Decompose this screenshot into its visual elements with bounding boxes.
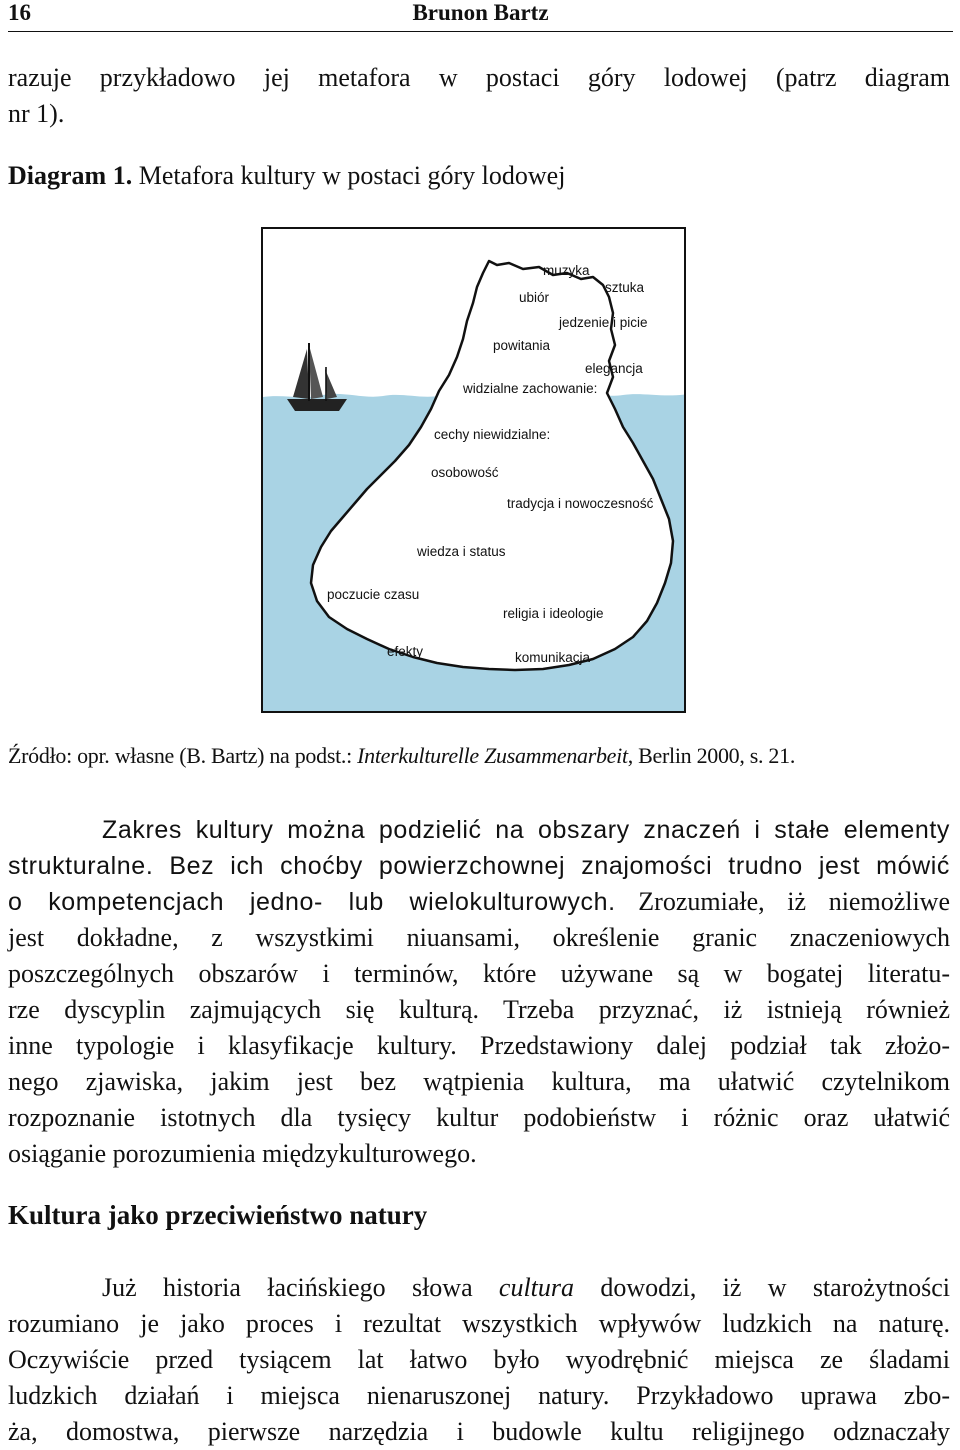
text-line: rozpoznanie istotnych dla tysięcy kultur podobieństw i różnic oraz ułatwić xyxy=(8,1103,950,1132)
source-prefix: Źródło: opr. własne (B. Bartz) na podst.: xyxy=(8,743,358,768)
diagram-label: efekty xyxy=(387,644,424,659)
section-heading: Kultura jako przeciwieństwo natury xyxy=(8,1200,428,1230)
text-line: rze dyscyplin zajmujących się kulturą. Trzeba przyznać, iż istnieją również xyxy=(8,995,950,1024)
diagram-label: powitania xyxy=(493,338,551,353)
text-line: Oczywiście przed tysiącem lat łatwo było wyodrębnić miejsca ze śladami xyxy=(8,1345,950,1374)
paragraph-2 xyxy=(8,1270,950,1450)
text-line: poszczególnych obszarów i terminów, które używane są w bogatej literatu- xyxy=(8,959,950,988)
iceberg-diagram xyxy=(261,227,686,713)
text-line: o kompetencjach jedno- lub wielokulturowych. Zrozumiałe, iż niemożliwe xyxy=(8,887,950,916)
diagram-caption xyxy=(8,161,565,191)
caption-text: Metafora kultury w postaci góry lodowej xyxy=(132,161,566,190)
text-line: ludzkich działań i miejsca nienaruszonej natury. Przykładowo uprawa zbo- xyxy=(8,1381,950,1410)
text-line: Zakres kultury można podzielić na obszary znaczeń i stałe elementy xyxy=(102,816,950,844)
diagram-label: elegancja xyxy=(585,361,643,376)
text-line: rozumiano je jako proces i rezultat wszystkich wpływów ludzkich na naturę. xyxy=(8,1309,950,1338)
text-line: Już historia łacińskiego słowa cultura dowodzi, iż w starożytności xyxy=(102,1273,950,1302)
text-line: jest dokładne, z wszystkimi niuansami, określenie granic znaczeniowych xyxy=(8,923,950,952)
diagram-label: religia i ideologie xyxy=(503,606,604,621)
intro-paragraph xyxy=(8,60,950,132)
diagram-label: osobowość xyxy=(431,465,499,480)
text-line: inne typologie i klasyfikacje kultury. Przedstawiony dalej podział tak złożo- xyxy=(8,1031,950,1060)
paragraph-1 xyxy=(8,812,950,1172)
sailboat-icon xyxy=(287,343,347,411)
running-header xyxy=(8,0,953,32)
text-line: nr 1). xyxy=(8,99,65,128)
source-title: Interkulturelle Zusammenarbeit xyxy=(357,743,628,768)
caption-label: Diagram 1. xyxy=(8,161,133,190)
text-line: razuje przykładowo jej metafora w postaci góry lodowej (patrz diagram xyxy=(8,63,950,92)
latin-term: cultura xyxy=(498,1273,575,1302)
visible-behavior-heading: widzialne zachowanie: xyxy=(463,381,598,396)
source-note xyxy=(8,743,795,769)
text-line: nego zjawiska, jakim jest bez wątpienia kultura, ma ułatwić czytelnikom xyxy=(8,1067,950,1096)
diagram-label: jedzenie i picie xyxy=(559,315,648,330)
diagram-label: tradycja i nowoczesność xyxy=(507,496,654,511)
running-author: Brunon Bartz xyxy=(412,0,549,25)
diagram-label: komunikacja xyxy=(515,650,591,665)
text-line: osiąganie porozumienia międzykulturowego. xyxy=(8,1139,477,1168)
diagram-label: poczucie czasu xyxy=(327,587,420,602)
diagram-label: wiedza i status xyxy=(417,544,506,559)
diagram-label: sztuka xyxy=(605,280,645,295)
text-line: ża, domostwa, pierwsze narzędzia i budowle kultu religijnego odznaczały xyxy=(8,1417,950,1446)
diagram-label: muzyka xyxy=(543,263,590,278)
source-suffix: , Berlin 2000, s. 21. xyxy=(627,743,796,768)
diagram-label: ubiór xyxy=(519,290,550,305)
text-line: strukturalne. Bez ich choćby powierzchownej znajomości trudno jest mówić xyxy=(8,852,950,880)
hidden-traits-heading: cechy niewidzialne: xyxy=(434,427,551,442)
page-number: 16 xyxy=(8,0,31,25)
